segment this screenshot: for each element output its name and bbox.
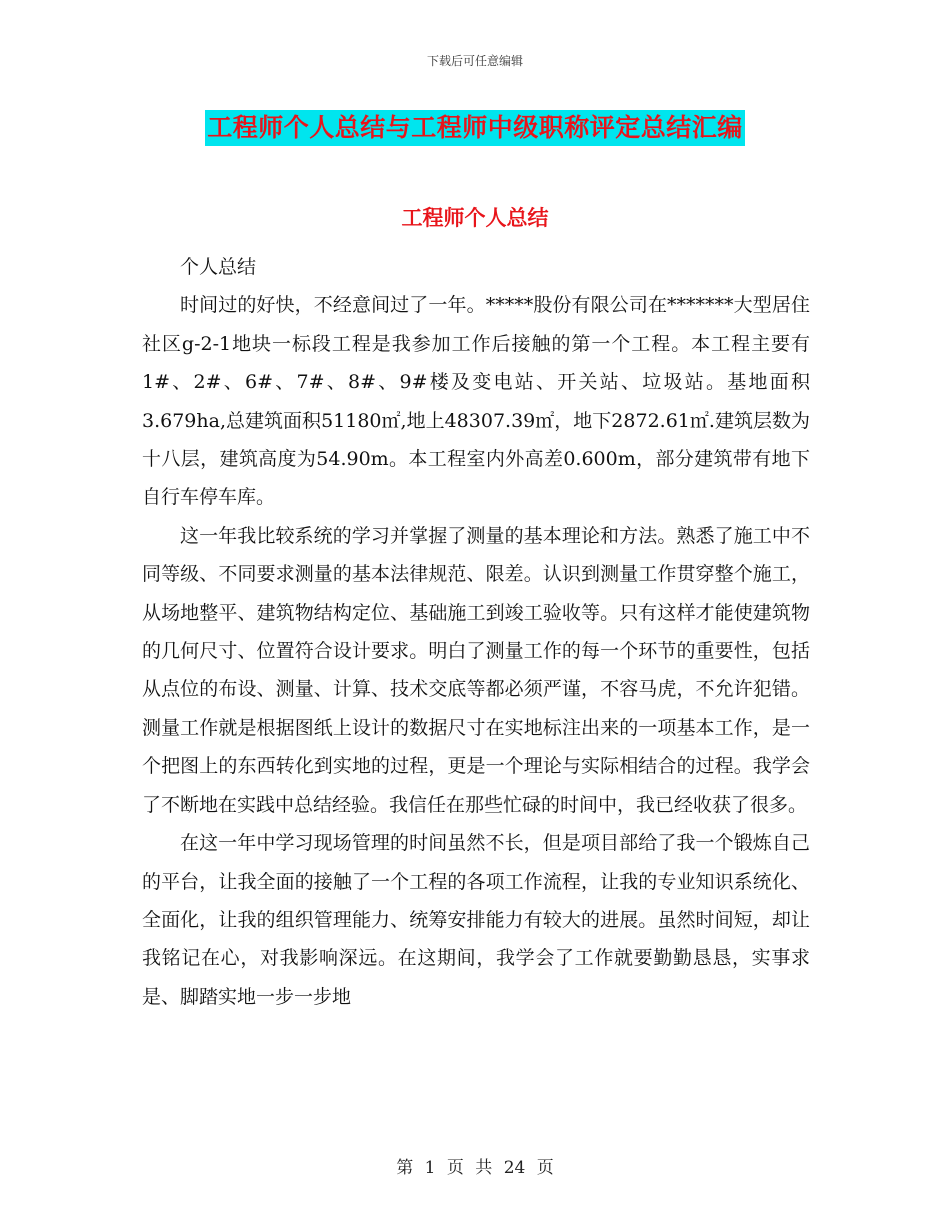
page-footer: 第 1 页 共 24 页 [396,1158,554,1178]
page-header-note: 下载后可任意编辑 [426,54,523,68]
main-title: 工程师个人总结与工程师中级职称评定总结汇编 [205,110,745,146]
paragraph: 这一年我比较系统的学习并掌握了测量的基本理论和方法。熟悉了施工中不同等级、不同要求测量的基本法律规范、限差。认识到测量工作贯穿整个施工，从场地整平、建筑物结构定位、基础施工到竣工验收等。只有这样才能使建筑物的几何尺寸、位置符合设计要求。明白了测量工作的每一个环节的重要性，包括从点位的布设、测量、计算、技术交底等都必须严谨，不容马虎，不允许犯错。测量工作就是根据图纸上设计的数据尺寸在实地标注出来的一项基本工作，是一个把图上的东西转化到实地的过程，更是一个理论与实际相结合的过程。我学会了不断地在实践中总结经验。我信任在那些忙碌的时间中，我已经收获了很多。 [142,524,810,816]
paragraph: 在这一年中学习现场管理的时间虽然不长，但是项目部给了我一个锻炼自己的平台，让我全面的接触了一个工程的各项工作流程，让我的专业知识系统化、全面化，让我的组织管理能力、统筹安排能力有较大的进展。虽然时间短，却让我铭记在心，对我影响深远。在这期间，我学会了工作就要勤勤恳恳，实事求是、脚踏实地一步一步地 [142,832,810,1008]
main-title-container [0,110,950,146]
document-body [142,248,810,1016]
paragraph: 时间过的好快，不经意间过了一年。*****股份有限公司在*******大型居住社区g-2-1地块一标段工程是我参加工作后接触的第一个工程。本工程主要有1#、2#、6#、7#、8#、9#楼及变电站、开关站、垃圾站。基地面积3.679ha,总建筑面积51180㎡,地上48307.39㎡，地下2872.61㎡.建筑层数为十八层，建筑高度为54.90m。本工程室内外高差0.600m，部分建筑带有地下自行车停车库。 [142,294,810,509]
section-title: 工程师个人总结 [401,206,549,230]
paragraph-heading: 个人总结 [180,256,257,278]
